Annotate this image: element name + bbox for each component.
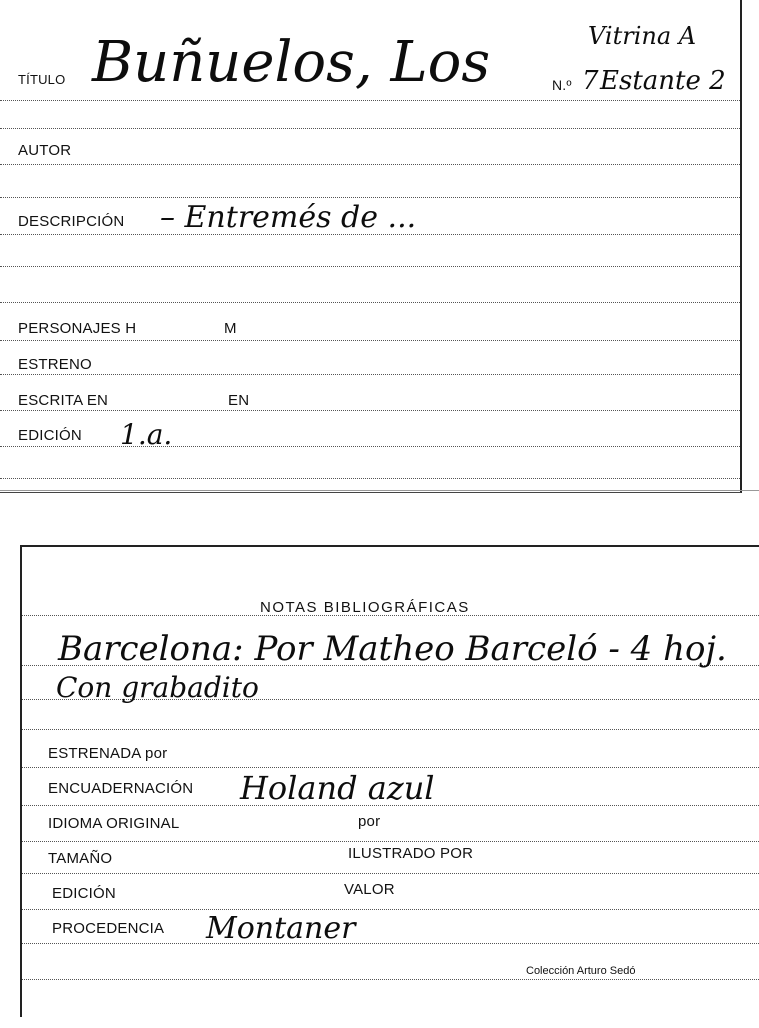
rule xyxy=(22,729,759,730)
rule xyxy=(0,100,740,101)
rule xyxy=(22,943,759,944)
rule xyxy=(0,374,740,375)
vitrina-value: Vitrina A xyxy=(588,22,697,50)
escrita-label: ESCRITA EN xyxy=(18,392,109,409)
rule xyxy=(0,340,740,341)
rule xyxy=(22,841,759,842)
rule xyxy=(0,446,740,447)
catalog-card-front xyxy=(0,0,742,493)
valor-label: VALOR xyxy=(344,881,395,898)
estante-value: Estante 2 xyxy=(600,66,726,96)
rule xyxy=(0,197,740,198)
card-divider xyxy=(0,490,759,491)
rule xyxy=(0,128,740,129)
rule xyxy=(22,767,759,768)
descripcion-label: DESCRIPCIÓN xyxy=(18,213,125,230)
edicion-label-2: EDICIÓN xyxy=(52,885,116,902)
descripcion-value: – Entremés de ... xyxy=(160,200,417,235)
edicion-value: 1.a. xyxy=(120,418,173,451)
personajes-label: PERSONAJES H xyxy=(18,320,137,337)
idioma-por-label: por xyxy=(358,813,381,830)
numero-value: 7 xyxy=(582,66,599,96)
personajes-m-label: M xyxy=(224,320,237,337)
rule xyxy=(22,979,759,980)
catalog-card-notes xyxy=(20,545,759,1017)
titulo-label: TÍTULO xyxy=(18,72,66,87)
encuadernacion-value: Holand azul xyxy=(240,769,435,807)
rule xyxy=(0,410,740,411)
numero-label: N.º xyxy=(552,77,572,93)
rule xyxy=(0,302,740,303)
estreno-label: ESTRENO xyxy=(18,356,92,373)
rule xyxy=(22,873,759,874)
titulo-value: Buñuelos, Los xyxy=(92,30,491,95)
autor-label: AUTOR xyxy=(18,142,72,159)
rule xyxy=(0,266,740,267)
notas-heading: NOTAS BIBLIOGRÁFICAS xyxy=(260,599,470,616)
coleccion-stamp: Colección Arturo Sedó xyxy=(526,965,636,977)
encuadernacion-label: ENCUADERNACIÓN xyxy=(48,780,194,797)
tamano-label: TAMAÑO xyxy=(48,850,113,867)
rule xyxy=(22,909,759,910)
procedencia-label: PROCEDENCIA xyxy=(52,920,165,937)
notes-line-1: Barcelona: Por Matheo Barceló - 4 hoj. xyxy=(58,629,727,669)
rule xyxy=(0,164,740,165)
escrita-en-label: EN xyxy=(228,392,250,409)
edicion-label: EDICIÓN xyxy=(18,427,82,444)
estrenada-label: ESTRENADA por xyxy=(48,745,168,762)
rule xyxy=(0,478,740,479)
procedencia-value: Montaner xyxy=(206,911,356,946)
ilustrado-label: ILUSTRADO POR xyxy=(348,845,474,862)
idioma-label: IDIOMA ORIGINAL xyxy=(48,815,180,832)
notes-line-2: Con grabadito xyxy=(56,671,259,704)
